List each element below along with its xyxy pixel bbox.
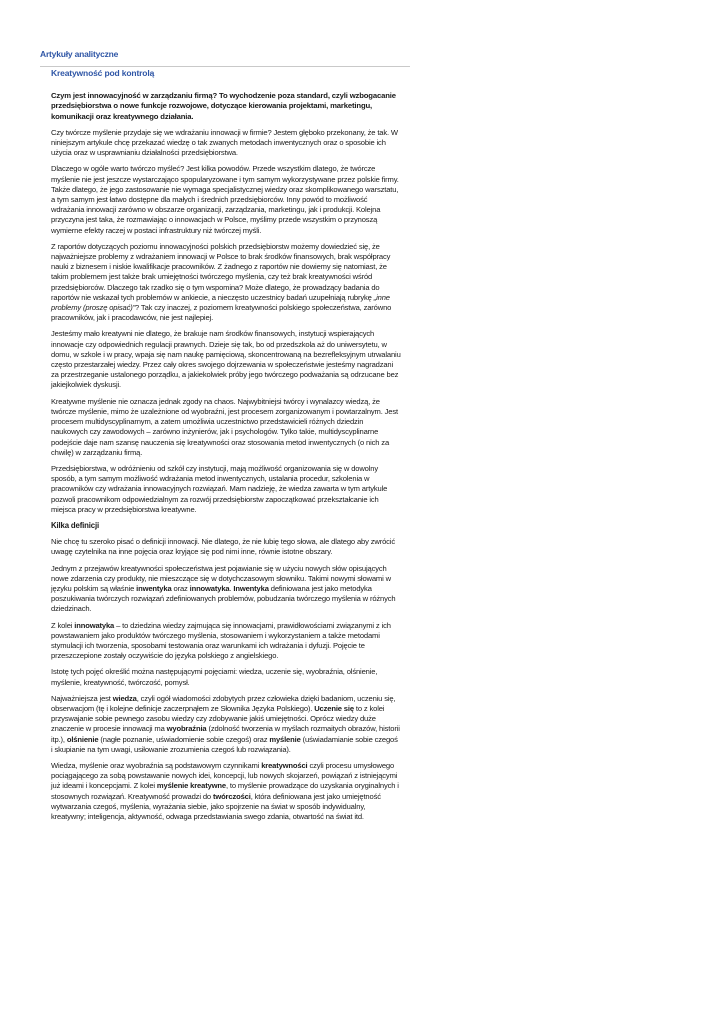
term-innowatyka: innowatyka bbox=[189, 583, 230, 593]
page-header bbox=[40, 44, 410, 67]
article-body bbox=[51, 68, 401, 828]
paragraph-10: Istotę tych pojęć określić można następującymi pojęciami: wiedza, uczenie się, wyobraźnia, olśnienie, myślenie, kreatywność, twórczość, pomysł. bbox=[51, 667, 378, 687]
term-myslenie-kreatywne: myślenie kreatywne bbox=[156, 781, 226, 791]
term-tworczosci: twórczości bbox=[212, 791, 251, 801]
paragraph-11-text-3: to z kolei przyswajanie sobie pewnego zasobu wiedzy czy zdobywanie jakiś umiejętności. Oprócz wiedzy duże znaczenie w procesie innowacji ma bbox=[51, 703, 385, 734]
paragraph-3-text-end: ? Tak czy inaczej, z poziomem kreatywności polskiego społeczeństwa, zarówno pracowników, jak i pracodawców, nie jest najlepiej. bbox=[51, 303, 392, 323]
paragraph-5: Kreatywne myślenie nie oznacza jednak zgody na chaos. Najwybitniejsi twórcy i wynalazcy wiedzą, że twórcze myślenie, mimo że uzależnione od wyobraźni, jest procesem zorganizowanym i powtarzalnym. Jest procesem multidyscyplinarnym, a zatem umożliwia uczestnictwo przedstawicieli różnych dziedzin naukowych czy zawodowych – zarówno inżynierów, jak i psychologów. Tylko takie, multidyscyplinarne podejście daje nam szansę nauczenia się kreatywności oraz stosowania metod inwentycznych (o nich za chwilę) w zarządzaniu firmą. bbox=[51, 396, 398, 457]
paragraph-11 bbox=[51, 694, 401, 755]
heading-definitions: Kilka definicji bbox=[51, 520, 100, 530]
paragraph-11-text-6: (uświadamianie sobie czegoś i skupianie na tym uwagi, usiłowanie zrozumienia czegoś lub rozwiązania). bbox=[51, 734, 398, 754]
paragraph-11-text-2: , czyli ogół wiadomości zdobytych przez człowieka dzięki badaniom, uczeniu się, obserwacjom (tę i kolejne definicje zaczerpnąłem ze Słownika Języka Polskiego). bbox=[51, 693, 396, 713]
paragraph-9-text-2: – to dziedzina wiedzy zajmująca się innowacjami, prawidłowościami związanymi z ich powstawaniem jako produktów twórczego myślenia, stosowaniem i wykorzystaniem a także metodami stymulacji ich tworzenia, sposobami testowania oraz warunkami ich wdrażania i dyfuzji. Pojęcie te przeszczepione zostały oczywiście do języka polskiego z angielskiego. bbox=[51, 620, 391, 661]
term-kreatywnosci: kreatywności bbox=[261, 760, 308, 770]
paragraph-8-text-2: oraz bbox=[171, 583, 190, 593]
paragraph-4: Jesteśmy mało kreatywni nie dlatego, że brakuje nam środków finansowych, instytucji wspierających innowacje czy odpowiednich regulacji prawnych. Dzieje się tak, bo od przedszkola aż do uniwersytetu, w domu, w szkole i w pracy, wpaja się nam naukę pamięciową, skoncentrowaną na bezrefleksyjnym utrwalaniu często przestarzałej wiedzy. Przez cały okres swojego dojrzewania w społeczeństwie jesteśmy nagradzani za przestrzeganie ustalonego porządku, a jakiekolwiek próby jego twórczego podważania są odrzucane bez jakiejkolwiek dyskusji. bbox=[51, 329, 401, 390]
term-uczenie-sie: Uczenie się bbox=[314, 703, 354, 713]
term-wiedza: wiedza bbox=[112, 693, 137, 703]
term-myslenie: myślenie bbox=[269, 734, 301, 744]
paragraph-8-text-3: . bbox=[229, 583, 234, 593]
term-inwentyka-def: Inwentyka bbox=[233, 583, 269, 593]
term-wyobraznia: wyobraźnia bbox=[166, 724, 207, 734]
paragraph-9 bbox=[51, 621, 401, 662]
paragraph-12-text-2: czyli procesu umysłowego pociągającego za sobą powstawanie nowych idei, koncepcji, lub nowych skojarzeń, powiązań z istniejącymi już ideami i koncepcjami. Z kolei bbox=[51, 760, 398, 791]
paragraph-12-text-3: , to myślenie prowadzące do uzyskania oryginalnych i stosownych rozwiązań. Kreatywność prowadzi do bbox=[51, 781, 399, 801]
section-label: Artykuły analityczne bbox=[40, 49, 119, 59]
article-lead: Czym jest innowacyjność w zarządzaniu firmą? To wychodzenie poza standard, czyli wzbogacanie przedsiębiorstwa o nowe funkcje rozwojowe, dotyczące kierowania projektami, marketingu, komunikacji oraz kreatywnego działania. bbox=[51, 91, 396, 121]
paragraph-11-text: Najważniejsza jest bbox=[51, 693, 113, 703]
paragraph-2: Dlaczego w ogóle warto twórczo myśleć? Jest kilka powodów. Przede wszystkim dlatego, że twórcze myślenie nie jest jeszcze wystarczająco spopularyzowane i tym samym wykorzystywane przez polskie firmy. Także dlatego, że jego zastosowanie nie wymaga specjalistycznej wiedzy oraz skomplikowanego warsztatu, a tym samym jest łatwo dostępne dla małych i średnich przedsiębiorców. Inny powód to możliwość wdrażania innowacji zarówno w obszarze organizacji, zarządzania, marketingu, jak i produkcji. Kolejna przyczyna jest taka, że rozmawiając o innowacjach w Polsce, myślimy przede wszystkim o przynoszą wymierne efekty raczej w postaci infrastruktury niż twórczej myśli. bbox=[51, 164, 399, 235]
paragraph-11-text-5: (nagłe poznanie, uświadomienie sobie czegoś) oraz bbox=[98, 734, 270, 744]
paragraph-12 bbox=[51, 761, 401, 822]
term-olsnienie: olśnienie bbox=[66, 734, 99, 744]
paragraph-9-text: Z kolei bbox=[51, 620, 75, 630]
paragraph-7: Nie chcę tu szeroko pisać o definicji innowacji. Nie dlatego, że nie lubię tego słowa, ale dlatego aby zwrócić uwagę czytelnika na inne pojęcia oraz kryjące się pod nimi inne, równie istotne obszary. bbox=[51, 537, 395, 557]
paragraph-12-text: Wiedza, myślenie oraz wyobraźnia są podstawowym czynnikami bbox=[51, 760, 262, 770]
paragraph-3 bbox=[51, 242, 401, 324]
paragraph-8-text: Jednym z przejawów kreatywności społeczeństwa jest pojawianie się w użyciu nowych słów opisujących nowe zdarzenia czy produkty, nie mieszczące się w dotychczasowym słowniku. Takimi nowymi słowami w języku polskim są właśnie bbox=[51, 563, 391, 593]
term-inwentyka: inwentyka bbox=[136, 583, 172, 593]
paragraph-8-text-4: definiowana jest jako metodyka poszukiwania twórczych rozwiązań zdefiniowanych problemów, pobudzania twórczego myślenia w różnych dziedzinach. bbox=[51, 583, 396, 614]
article-title: Kreatywność pod kontrolą bbox=[51, 68, 155, 78]
paragraph-3-quote: „inne problemy (proszę opisać)” bbox=[51, 292, 390, 313]
term-innowatyka-def: innowatyka bbox=[74, 620, 115, 630]
paragraph-3-text: Z raportów dotyczących poziomu innowacyjności polskich przedsiębiorstw możemy dowiedzieć się, że najważniejsze problemy z wdrażaniem innowacji w Polsce to brak środków finansowych, brak współpracy nauki z biznesem i niskie kwalifikacje pracowników. Z żadnego z raportów nie dowiemy się natomiast, że takim problemem jest także brak umiejętności twórczego myślenia, czy też brak kreatywności wśród przedsiębiorców. Dlaczego tak rzadko się o tym wspomina? Może dlatego, że prowadzący badania do raportów nie wskazał tych problemów w ankiecie, a nieczęsto uczestnicy badań uzupełniają rubrykę bbox=[51, 241, 391, 302]
paragraph-6: Przedsiębiorstwa, w odróżnieniu od szkół czy instytucji, mają możliwość organizowania się w dowolny sposób, a tym samym możliwość wdrażania metod inwentycznych, ustalania procedur, szkolenia w pracowników czy wdrażania innowacyjnych rozwiązań. Mam nadzieję, że wiedza zawarta w tym artykule pozwoli pracownikom odpowiedzialnym za rozwój przedsiębiorstw zapoczątkować przekształcanie ich miejsca pracy w przedsiębiorstwa kreatywne. bbox=[51, 463, 388, 514]
paragraph-11-text-4: (zdolność tworzenia w myślach rozmaitych obrazów, historii itp.), bbox=[51, 724, 400, 744]
paragraph-8 bbox=[51, 564, 401, 615]
paragraph-12-text-4: , która definiowana jest jako umiejętność wytwarzania czegoś, myślenia, wyrażania siebie, jako spojrzenie na świat w sposób indywidualny, kreatywny; inteligencja, aktywność, odwaga przedstawiania swego zdania, otwartość na świat itd. bbox=[51, 791, 381, 821]
paragraph-1: Czy twórcze myślenie przydaje się we wdrażaniu innowacji w firmie? Jestem głęboko przekonany, że tak. W niniejszym artykule chcę przekazać wiedzę o tak zwanych metodach inwentycznych oraz o sposobie ich użycia oraz w usprawnianiu działalności przedsiębiorstwa. bbox=[51, 127, 398, 158]
